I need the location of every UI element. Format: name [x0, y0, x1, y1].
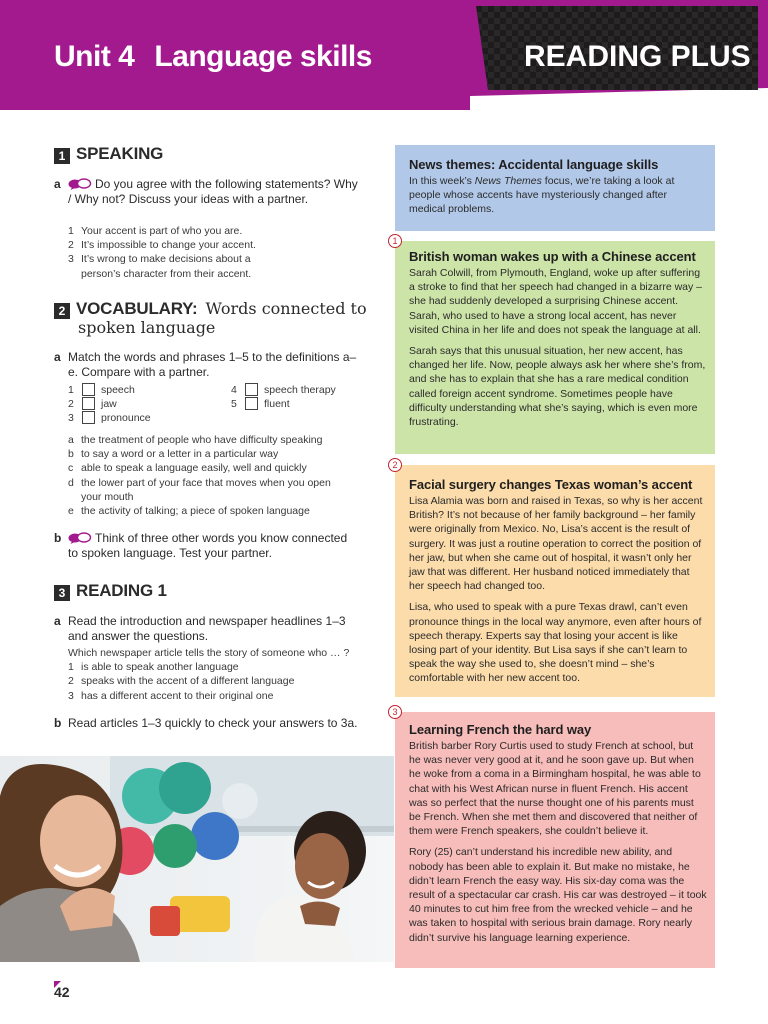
section-title: READING 1 [76, 581, 167, 600]
reading-questions [68, 646, 368, 703]
list-item: d the lower part of your face that moves when you open your mouth [68, 476, 331, 503]
article-3 [392, 707, 715, 968]
article-paragraph: Sarah Colwill, from Plymouth, England, woke up after suffering a stroke to find that her speech had changed in a bizarre way – she had suddenly developed a surprising Chinese accent. Sarah, who used to have a strong local accent, has never visited China in her life and does not speak the language at all. [409, 267, 703, 336]
article-2 [392, 460, 715, 697]
section-title: SPEAKING [76, 144, 164, 163]
section-title: VOCABULARY: [76, 299, 198, 318]
match-word: 4 speech therapy [231, 383, 336, 396]
section-number: 3 [54, 585, 70, 601]
answer-checkbox[interactable] [82, 411, 95, 424]
article-paragraph: Lisa Alamia was born and raised in Texas, so why is her accent British? It’s not because of her family background – her family were originally from Mexico. No, Lisa’s accent is the result of surgery. It was just a routine operation to correct the position of her jaw, but when she came out of hospital, it wasn’t only her jaw that was different. Her husband noticed immediately that her speech had changed too. [409, 495, 703, 593]
task-text: Read articles 1–3 quickly to check your answers to 3a. [68, 716, 358, 730]
vocabulary-task-a [54, 350, 364, 379]
section-number: 2 [54, 303, 70, 319]
vocabulary-task-b [54, 531, 354, 560]
unit-number: Unit 4 [54, 40, 135, 73]
list-item: 2 It’s impossible to change your accent. [68, 239, 256, 252]
reading-task-a [54, 614, 359, 643]
match-word: 2 jaw [68, 397, 117, 410]
task-letter: a [54, 177, 61, 191]
speaking-heading [54, 144, 163, 164]
list-item: c able to speak a language easily, well and quickly [68, 462, 307, 475]
list-item: 2 speaks with the accent of a different language [68, 675, 295, 688]
speaking-statements [68, 224, 368, 281]
article-headline: Facial surgery changes Texas woman’s accent [409, 477, 693, 492]
task-text: Do you agree with the following statements? Why / Why not? Discuss your ideas with a partner. [68, 177, 358, 206]
match-word: 5 fluent [231, 397, 290, 410]
question-prompt: Which newspaper article tells the story of someone who … ? [68, 647, 350, 659]
unit-name: Language skills [154, 40, 372, 73]
list-item: 1 is able to speak another language [68, 661, 239, 674]
speaking-task-a [54, 177, 364, 206]
section-number: 1 [54, 148, 70, 164]
speech-bubbles-icon [68, 532, 92, 544]
speech-bubbles-icon [68, 178, 92, 190]
list-item: e the activity of talking; a piece of spoken language [68, 505, 310, 518]
list-item: a the treatment of people who have difficulty speaking [68, 434, 323, 446]
section-badge: READING PLUS [524, 40, 751, 73]
match-word: 1 speech [68, 383, 135, 396]
speech-therapy-photo [0, 756, 394, 962]
task-letter: b [54, 716, 62, 730]
list-item: 1 Your accent is part of who you are. [68, 225, 243, 237]
article-1 [392, 236, 715, 454]
task-text: Think of three other words you know connected to spoken language. Test your partner. [68, 531, 348, 560]
reading-task-b [54, 716, 374, 731]
article-paragraph: Lisa, who used to speak with a pure Texas drawl, can’t even pronounce things in the local way anymore, even after hours of speech therapy. Experts say that losing your accent is like losing part of your identity. But Lisa says if she can’t learn to speak the way she used to, she doesn’t mind – she’s comfortable with her new accent too. [409, 601, 702, 685]
article-number-badge: 1 [388, 234, 402, 248]
article-paragraph: Rory (25) can’t understand his incredible new ability, and nobody has been able to explain it. But make no mistake, he didn’t learn French the easy way. His six-day coma was the result of a spectacular car crash. His car was destroyed – it took 40 minutes to cut him free from the wrecked vehicle – and he was taken to hospital with serious brain damage. Rory nearly didn’t survive his language learning experience. [409, 846, 707, 944]
intro-title: News themes: Accidental language skills [409, 157, 659, 172]
list-item: 3 has a different accent to their original one [68, 689, 274, 702]
list-item: 3 It’s wrong to make decisions about a person’s character from their accent. [68, 253, 252, 280]
article-number-badge: 2 [388, 458, 402, 472]
answer-checkbox[interactable] [245, 383, 258, 396]
task-letter: a [54, 614, 61, 628]
task-text: Match the words and phrases 1–5 to the definitions a–e. Compare with a partner. [68, 350, 357, 379]
intro-text: In this week’s News Themes focus, we’re taking a look at people whose accents have mysteriously changed after medical problems. [409, 175, 675, 216]
vocabulary-definitions [68, 433, 358, 518]
page-number: 42 [54, 984, 70, 1000]
unit-title [54, 40, 372, 74]
article-paragraph: Sarah says that this unusual situation, her new accent, has changed her life. Now, people always ask her where she’s from, and she has to explain that she has a rare medical condition called foreign accent syndrome. Sometimes people have difficulty understanding what she’s saying, which is even more frustrating. [409, 345, 706, 429]
section-subtitle-continued: spoken language [78, 318, 216, 337]
article-number-badge: 3 [388, 705, 402, 719]
article-paragraph: British barber Rory Curtis used to study French at school, but he was never very good at it, and he soon gave up. But when he woke from a coma in a Birmingham hospital, he was able to chat with his West African nurse in fluent French. His accent was so perfect that the nurse thought one of his parents must be French. When she met them and discovered that neither of them were French speakers, she couldn’t believe it. [409, 740, 701, 838]
answer-checkbox[interactable] [82, 397, 95, 410]
article-headline: British woman wakes up with a Chinese accent [409, 249, 696, 264]
match-word: 3 pronounce [68, 411, 151, 424]
answer-checkbox[interactable] [245, 397, 258, 410]
section-subtitle: Words connected to [205, 299, 367, 318]
therapist-and-child-image [0, 756, 394, 962]
article-headline: Learning French the hard way [409, 722, 592, 737]
task-letter: a [54, 350, 61, 364]
task-text: Read the introduction and newspaper headlines 1–3 and answer the questions. [68, 614, 346, 643]
vocabulary-heading [54, 299, 367, 319]
task-letter: b [54, 531, 62, 545]
reading-heading [54, 581, 167, 601]
list-item: b to say a word or a letter in a particular way [68, 448, 279, 461]
answer-checkbox[interactable] [82, 383, 95, 396]
intro-panel [395, 145, 715, 231]
